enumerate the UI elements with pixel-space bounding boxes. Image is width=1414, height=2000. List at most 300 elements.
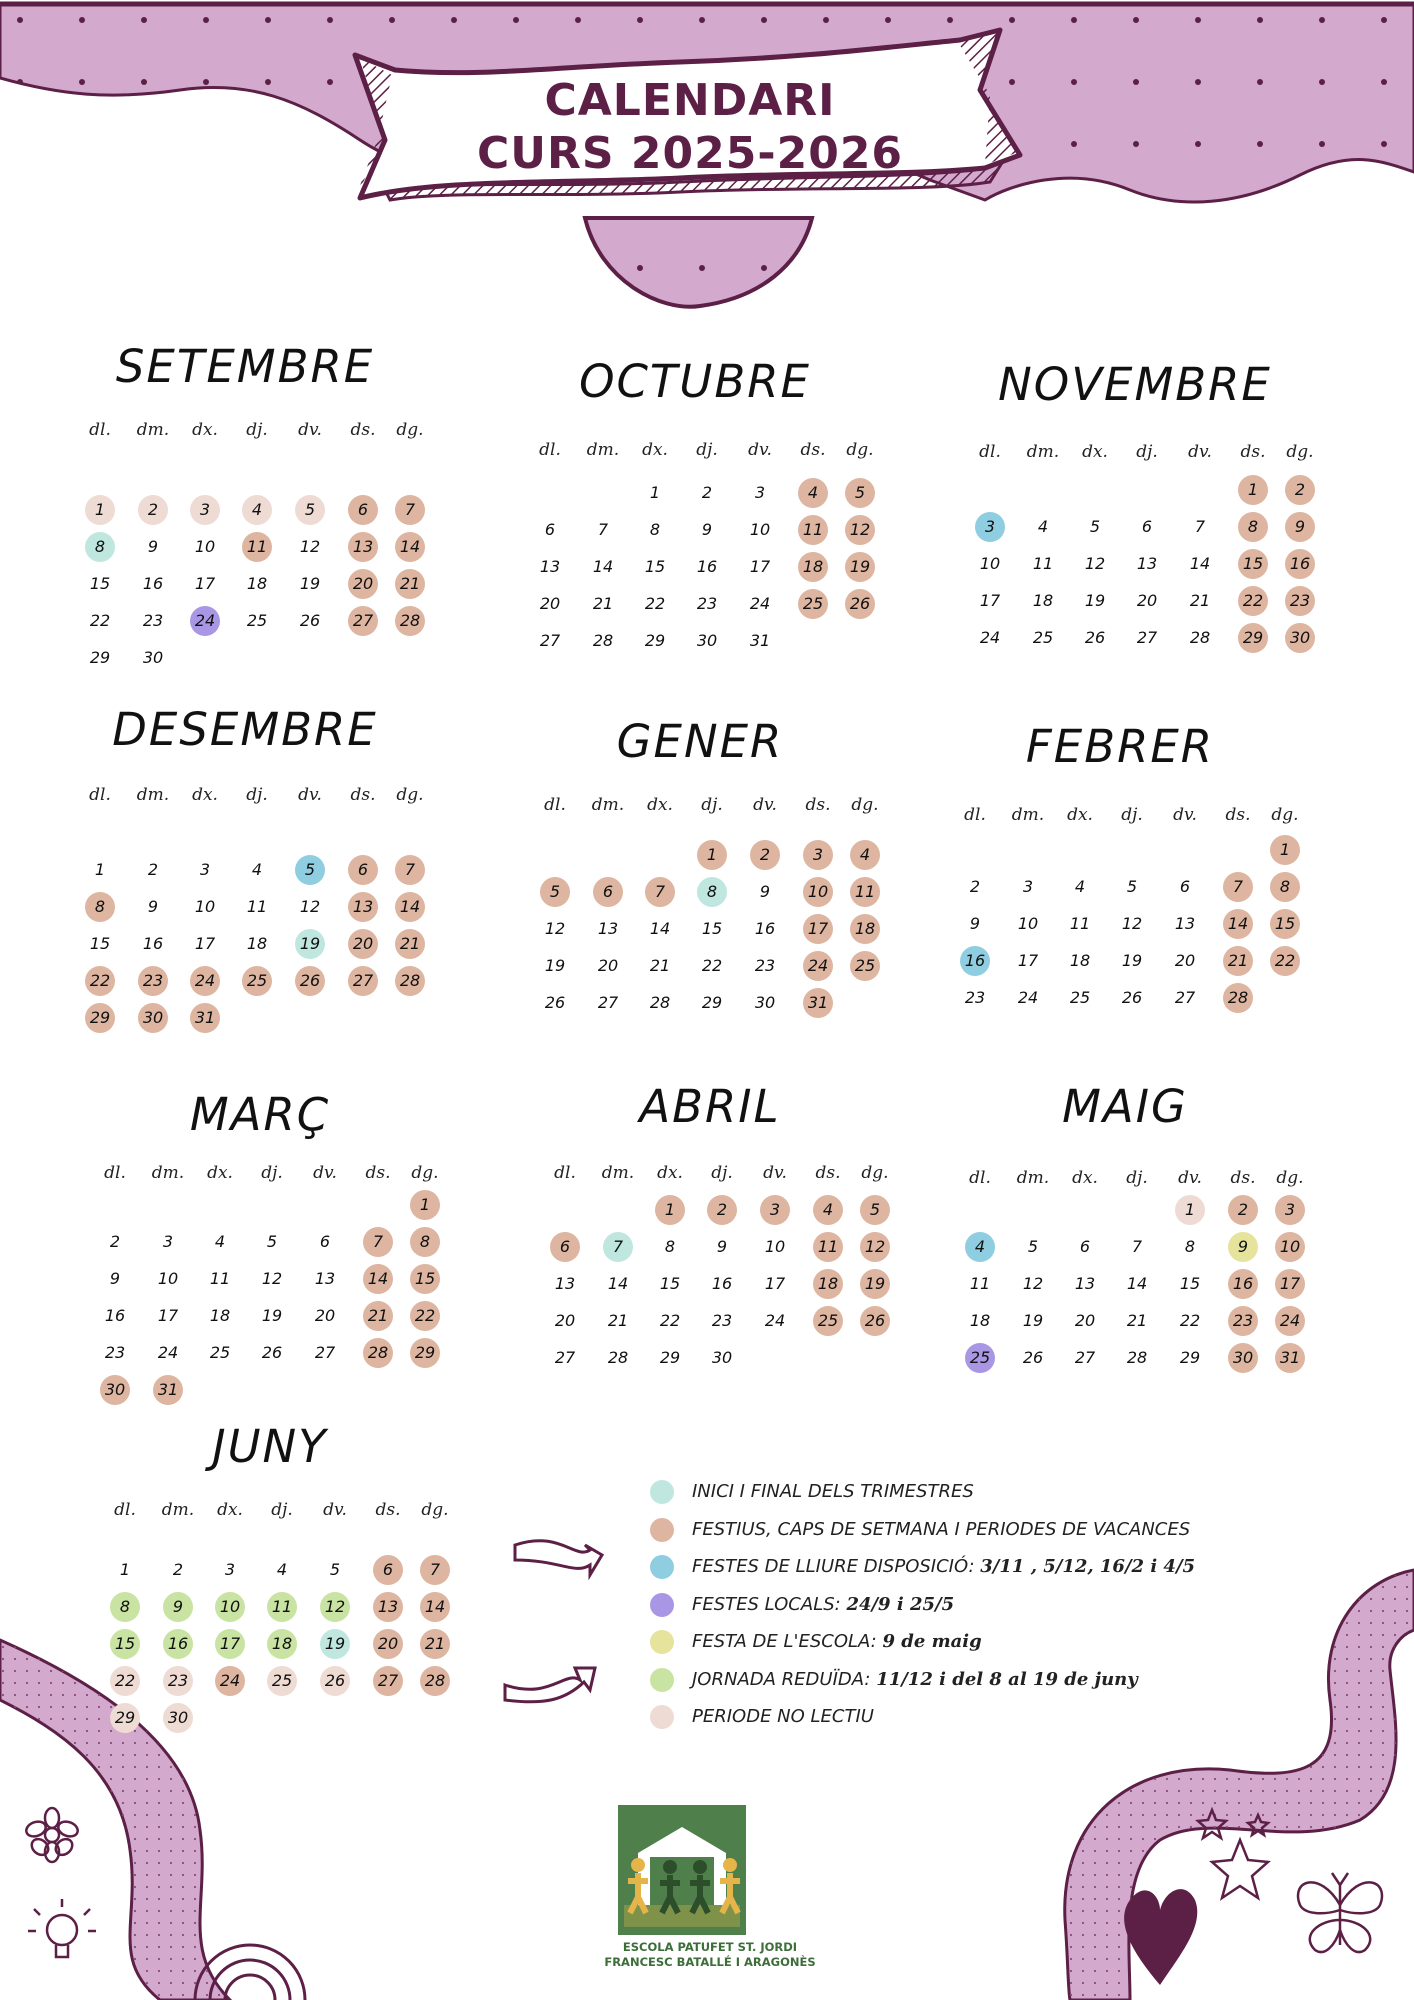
weekday-label: dl. [969,1168,991,1188]
day-cell: 6 [319,1232,331,1251]
month-title: DESEMBRE [112,703,378,756]
weekday-label: dg. [861,1163,889,1183]
day-cell: 11 [813,1232,843,1262]
weekday-label: dj. [271,1500,293,1520]
day-cell: 7 [603,1232,633,1262]
day-cell: 4 [251,860,263,879]
day-cell: 12 [1022,1274,1044,1293]
legend-text [692,1519,1190,1540]
weekday-label: dx. [1067,805,1093,825]
weekday-label: dm. [161,1500,195,1520]
day-cell: 16 [1285,549,1315,579]
day-cell: 1 [85,495,115,525]
day-cell: 4 [276,1560,288,1579]
day-cell: 1 [1175,1195,1205,1225]
day-cell: 8 [410,1227,440,1257]
day-cell: 1 [94,860,106,879]
banner-drop [585,218,812,307]
month-title: MARÇ [189,1088,331,1141]
day-cell: 26 [845,589,875,619]
weekday-label: dl. [539,440,561,460]
day-cell: 16 [711,1274,733,1293]
day-cell: 5 [295,495,325,525]
legend-dates: 3/11 , 5/12, 16/2 i 4/5 [980,1556,1196,1577]
day-cell: 13 [554,1274,576,1293]
weekday-label: dx. [647,795,673,815]
day-cell: 28 [649,993,671,1012]
day-cell: 17 [803,914,833,944]
weekday-label: dm. [586,440,620,460]
weekday-label: dj. [1126,1168,1148,1188]
day-cell: 7 [1223,872,1253,902]
weekday-label: dg. [396,785,424,805]
day-cell: 20 [597,956,619,975]
day-cell: 7 [420,1555,450,1585]
day-cell: 20 [1074,1311,1096,1330]
day-cell: 27 [1174,988,1196,1007]
weekday-label: dv. [763,1163,787,1183]
day-cell: 14 [1126,1274,1148,1293]
day-cell: 1 [119,1560,131,1579]
day-cell: 10 [803,877,833,907]
day-cell: 29 [1238,623,1268,653]
day-cell: 7 [395,855,425,885]
day-cell: 11 [209,1269,231,1288]
day-cell: 26 [544,993,566,1012]
day-cell: 26 [860,1306,890,1336]
day-cell: 23 [964,988,986,1007]
day-cell: 24 [1275,1306,1305,1336]
day-cell: 12 [845,515,875,545]
weekday-label: dg. [1286,442,1314,462]
day-cell: 28 [1189,628,1211,647]
day-cell: 28 [1126,1348,1148,1367]
day-cell: 29 [644,631,666,650]
day-cell: 30 [696,631,718,650]
day-cell: 2 [750,840,780,870]
day-cell: 21 [363,1301,393,1331]
weekday-label: dl. [89,420,111,440]
weekday-label: dg. [1276,1168,1304,1188]
day-cell: 15 [1179,1274,1201,1293]
day-cell: 19 [1121,951,1143,970]
weekday-label: dl. [89,785,111,805]
day-cell: 27 [314,1343,336,1362]
day-cell: 1 [655,1195,685,1225]
day-cell: 25 [1032,628,1054,647]
weekday-label: dv. [1188,442,1212,462]
weekday-label: dg. [421,1500,449,1520]
weekday-label: dv. [1173,805,1197,825]
day-cell: 8 [110,1592,140,1622]
day-cell: 8 [664,1237,676,1256]
day-cell: 24 [803,951,833,981]
legend-swatch [650,1668,674,1692]
day-cell: 24 [190,966,220,996]
day-cell: 18 [850,914,880,944]
day-cell: 25 [798,589,828,619]
day-cell: 5 [540,877,570,907]
weekday-label: dj. [1121,805,1143,825]
day-cell: 19 [1022,1311,1044,1330]
day-cell: 3 [1022,877,1034,896]
legend-label: PERIODE NO LECTIU [692,1706,874,1727]
legend-label: FESTES DE LLIURE DISPOSICIÓ: [692,1556,981,1577]
day-cell: 20 [1136,591,1158,610]
day-cell: 30 [163,1703,193,1733]
day-cell: 19 [295,929,325,959]
day-cell: 10 [1275,1232,1305,1262]
day-cell: 1 [649,483,661,502]
day-cell: 27 [348,606,378,636]
weekday-label: dx. [642,440,668,460]
day-cell: 5 [329,1560,341,1579]
day-cell: 3 [754,483,766,502]
day-cell: 26 [1022,1348,1044,1367]
weekday-label: dl. [114,1500,136,1520]
day-cell: 10 [764,1237,786,1256]
day-cell: 28 [607,1348,629,1367]
day-cell: 5 [1027,1237,1039,1256]
legend-text [692,1631,982,1652]
day-cell: 17 [979,591,1001,610]
day-cell: 23 [142,611,164,630]
legend-label: FESTIUS, CAPS DE SETMANA I PERIODES DE VACANCES [692,1518,1191,1540]
day-cell: 20 [539,594,561,613]
legend-text [692,1481,974,1502]
weekday-label: ds. [1230,1168,1256,1188]
day-cell: 6 [544,520,556,539]
weekday-label: dm. [1026,442,1060,462]
day-cell: 4 [242,495,272,525]
day-cell: 23 [163,1666,193,1696]
day-cell: 9 [969,914,981,933]
day-cell: 13 [373,1592,403,1622]
day-cell: 20 [554,1311,576,1330]
day-cell: 15 [644,557,666,576]
weekday-label: dj. [701,795,723,815]
weekday-label: dv. [298,420,322,440]
day-cell: 10 [194,897,216,916]
weekday-label: dx. [657,1163,683,1183]
day-cell: 10 [215,1592,245,1622]
legend-text [692,1706,874,1727]
day-cell: 21 [592,594,614,613]
day-cell: 26 [295,966,325,996]
day-cell: 11 [969,1274,991,1293]
day-cell: 11 [850,877,880,907]
day-cell: 27 [1136,628,1158,647]
day-cell: 21 [420,1629,450,1659]
weekday-label: ds. [365,1163,391,1183]
day-cell: 30 [754,993,776,1012]
day-cell: 3 [224,1560,236,1579]
day-cell: 25 [965,1343,995,1373]
day-cell: 13 [314,1269,336,1288]
day-cell: 23 [104,1343,126,1362]
day-cell: 5 [860,1195,890,1225]
weekday-label: dj. [1136,442,1158,462]
day-cell: 24 [1017,988,1039,1007]
legend-label: JORNADA REDUÏDA: [692,1668,877,1690]
legend-label: FESTES LOCALS: [692,1593,847,1615]
day-cell: 2 [147,860,159,879]
day-cell: 13 [1174,914,1196,933]
weekday-label: dg. [851,795,879,815]
day-cell: 24 [157,1343,179,1362]
day-cell: 21 [395,569,425,599]
day-cell: 18 [1069,951,1091,970]
day-cell: 25 [209,1343,231,1362]
day-cell: 16 [142,574,164,593]
day-cell: 23 [696,594,718,613]
day-cell: 19 [299,574,321,593]
day-cell: 8 [1270,872,1300,902]
day-cell: 8 [649,520,661,539]
day-cell: 16 [696,557,718,576]
month-title: FEBRER [1025,720,1215,773]
legend-dates: 9 de maig [882,1631,982,1652]
day-cell: 12 [1084,554,1106,573]
legend-text [692,1669,1138,1690]
weekday-label: dx. [217,1500,243,1520]
day-cell: 7 [1131,1237,1143,1256]
day-cell: 19 [261,1306,283,1325]
day-cell: 29 [701,993,723,1012]
day-cell: 26 [261,1343,283,1362]
day-cell: 16 [142,934,164,953]
day-cell: 28 [395,606,425,636]
day-cell: 3 [190,495,220,525]
legend-swatch [650,1518,674,1542]
day-cell: 3 [162,1232,174,1251]
title-line-2: CURS 2025-2026 [476,128,904,179]
day-cell: 30 [1285,623,1315,653]
day-cell: 11 [267,1592,297,1622]
arrow-icon [505,1541,602,1702]
day-cell: 27 [1074,1348,1096,1367]
weekday-label: ds. [815,1163,841,1183]
day-cell: 24 [979,628,1001,647]
legend-label: INICI I FINAL DELS TRIMESTRES [692,1481,974,1502]
day-cell: 7 [395,495,425,525]
weekday-label: dv. [748,440,772,460]
weekday-label: dg. [846,440,874,460]
day-cell: 13 [348,532,378,562]
day-cell: 8 [697,877,727,907]
day-cell: 31 [1275,1343,1305,1373]
day-cell: 14 [395,892,425,922]
day-cell: 3 [1275,1195,1305,1225]
legend-label: FESTA DE L'ESCOLA: [692,1631,883,1652]
day-cell: 11 [246,897,268,916]
day-cell: 15 [89,574,111,593]
weekday-label: dm. [601,1163,635,1183]
day-cell: 20 [348,569,378,599]
day-cell: 18 [1032,591,1054,610]
day-cell: 16 [960,946,990,976]
day-cell: 31 [153,1375,183,1405]
day-cell: 4 [1037,517,1049,536]
day-cell: 6 [1079,1237,1091,1256]
day-cell: 2 [138,495,168,525]
day-cell: 5 [845,478,875,508]
month-title: OCTUBRE [579,355,811,408]
day-cell: 18 [813,1269,843,1299]
day-cell: 15 [1238,549,1268,579]
day-cell: 6 [373,1555,403,1585]
heart-icon [1124,1889,1197,1985]
day-cell: 2 [172,1560,184,1579]
day-cell: 20 [314,1306,336,1325]
day-cell: 22 [85,966,115,996]
day-cell: 25 [850,951,880,981]
day-cell: 6 [1141,517,1153,536]
day-cell: 15 [89,934,111,953]
month-title: MAIG [1062,1080,1188,1133]
weekday-label: dx. [1082,442,1108,462]
day-cell: 19 [860,1269,890,1299]
weekday-label: dg. [396,420,424,440]
day-cell: 26 [299,611,321,630]
day-cell: 22 [1179,1311,1201,1330]
weekday-label: dj. [246,785,268,805]
day-cell: 25 [267,1666,297,1696]
day-cell: 18 [246,934,268,953]
legend-dates: 11/12 i del 8 al 19 de juny [876,1668,1138,1690]
day-cell: 22 [89,611,111,630]
day-cell: 8 [1238,512,1268,542]
day-cell: 24 [749,594,771,613]
day-cell: 28 [1223,983,1253,1013]
day-cell: 8 [85,892,115,922]
bottom-right-wave [1065,1570,1414,2000]
day-cell: 7 [1194,517,1206,536]
day-cell: 27 [597,993,619,1012]
day-cell: 28 [592,631,614,650]
day-cell: 18 [798,552,828,582]
day-cell: 3 [199,860,211,879]
day-cell: 22 [644,594,666,613]
day-cell: 17 [215,1629,245,1659]
day-cell: 6 [348,495,378,525]
day-cell: 20 [348,929,378,959]
day-cell: 21 [395,929,425,959]
day-cell: 13 [597,919,619,938]
day-cell: 23 [754,956,776,975]
day-cell: 9 [701,520,713,539]
day-cell: 30 [142,648,164,667]
weekday-label: dl. [554,1163,576,1183]
weekday-label: dg. [1271,805,1299,825]
day-cell: 17 [194,934,216,953]
day-cell: 2 [1228,1195,1258,1225]
day-cell: 17 [194,574,216,593]
weekday-label: dm. [151,1163,185,1183]
weekday-label: dj. [711,1163,733,1183]
day-cell: 24 [190,606,220,636]
day-cell: 9 [109,1269,121,1288]
day-cell: 22 [410,1301,440,1331]
day-cell: 18 [267,1629,297,1659]
day-cell: 8 [85,532,115,562]
day-cell: 3 [975,512,1005,542]
day-cell: 15 [1270,909,1300,939]
day-cell: 6 [550,1232,580,1262]
day-cell: 5 [1089,517,1101,536]
day-cell: 26 [320,1666,350,1696]
day-cell: 11 [798,515,828,545]
weekday-label: dx. [192,785,218,805]
day-cell: 21 [607,1311,629,1330]
legend-swatch [650,1630,674,1654]
day-cell: 24 [215,1666,245,1696]
day-cell: 16 [104,1306,126,1325]
day-cell: 18 [209,1306,231,1325]
day-cell: 25 [1069,988,1091,1007]
weekday-label: dx. [192,420,218,440]
day-cell: 17 [157,1306,179,1325]
day-cell: 30 [1228,1343,1258,1373]
month-title: SETEMBRE [115,340,375,393]
day-cell: 23 [711,1311,733,1330]
weekday-label: ds. [805,795,831,815]
legend-swatch [650,1555,674,1579]
day-cell: 27 [348,966,378,996]
day-cell: 5 [295,855,325,885]
day-cell: 21 [649,956,671,975]
weekday-label: dl. [104,1163,126,1183]
day-cell: 23 [138,966,168,996]
day-cell: 2 [969,877,981,896]
day-cell: 14 [395,532,425,562]
month-title: ABRIL [639,1080,781,1133]
month-title: GENER [616,715,784,768]
day-cell: 12 [299,537,321,556]
day-cell: 9 [716,1237,728,1256]
day-cell: 30 [100,1375,130,1405]
day-cell: 25 [246,611,268,630]
legend-swatch [650,1705,674,1729]
day-cell: 28 [420,1666,450,1696]
day-cell: 9 [759,882,771,901]
weekday-label: dl. [979,442,1001,462]
day-cell: 6 [348,855,378,885]
day-cell: 21 [1223,946,1253,976]
weekday-label: ds. [1225,805,1251,825]
day-cell: 13 [348,892,378,922]
day-cell: 27 [554,1348,576,1367]
day-cell: 23 [1285,586,1315,616]
day-cell: 18 [246,574,268,593]
day-cell: 29 [85,1003,115,1033]
day-cell: 29 [1179,1348,1201,1367]
day-cell: 19 [1084,591,1106,610]
flower-icon [24,1808,80,1862]
day-cell: 31 [749,631,771,650]
weekday-label: dx. [207,1163,233,1183]
weekday-label: dv. [1178,1168,1202,1188]
day-cell: 12 [544,919,566,938]
month-title: NOVEMBRE [998,358,1272,411]
bottom-left-wave [0,1640,230,2000]
day-cell: 1 [697,840,727,870]
day-cell: 20 [373,1629,403,1659]
weekday-label: dj. [696,440,718,460]
day-cell: 22 [1270,946,1300,976]
day-cell: 17 [1275,1269,1305,1299]
day-cell: 3 [803,840,833,870]
